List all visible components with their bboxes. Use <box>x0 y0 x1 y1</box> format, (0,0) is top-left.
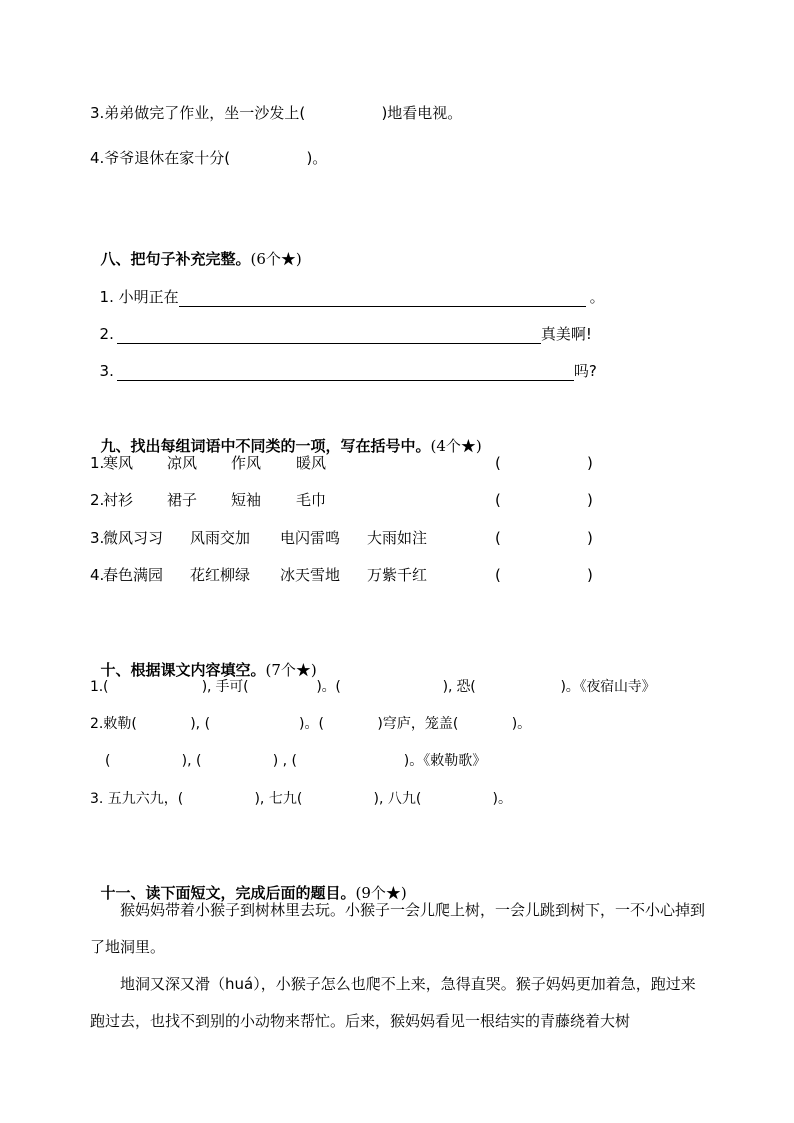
row-number: 1. <box>90 454 105 472</box>
word: 裙子 <box>167 491 198 509</box>
section-9-heading <box>90 416 482 456</box>
word: 风雨交加 <box>190 529 251 547</box>
poem-fill-line-3: 3. 五九六九，( ), 七九( ), 八九( )。 <box>90 791 512 807</box>
section-9-note: (4个★) <box>430 437 482 455</box>
word: 电闪雷鸣 <box>280 529 341 547</box>
section-10-title: 十、根据课文内容填空。 <box>100 661 266 679</box>
word: 万紫千红 <box>367 566 428 584</box>
row-number: 2. <box>90 491 105 509</box>
word: 毛巾 <box>296 491 327 509</box>
passage-paragraph-2: 地洞又深又滑（huá），小猴子怎么也爬不上来，急得直哭。猴子妈妈更加着急，跑过来跑过去，也找不到别的小动物来帮忙。后来，猴妈妈看见一根结实的青藤绕着大树 <box>90 975 696 1030</box>
section-10-heading <box>90 640 317 680</box>
q1-suffix: 。 <box>589 288 605 306</box>
word: 暖风 <box>296 454 327 472</box>
section-8-title: 八、把句子补充完整。 <box>100 250 251 268</box>
fill-line-3: 3.弟弟做完了作业，坐一沙发上( )地看电视。 <box>90 104 463 122</box>
answer-bracket-close: ) <box>587 454 593 472</box>
word: 大雨如注 <box>367 529 428 547</box>
word: 寒风 <box>103 454 134 472</box>
answer-bracket-open[interactable]: ( <box>495 454 501 472</box>
q3-prefix: 3. <box>99 362 114 380</box>
section-11-title: 十一、读下面短文，完成后面的题目。 <box>100 884 356 902</box>
word: 短袖 <box>231 491 262 509</box>
answer-bracket-open[interactable]: ( <box>495 529 501 547</box>
word: 冰天雪地 <box>280 566 341 584</box>
answer-bracket-close: ) <box>587 529 593 547</box>
passage-paragraph-1: 猴妈妈带着小猴子到树林里去玩。小猴子一会儿爬上树，一会儿跳到树下，一不小心掉到了地洞里。 <box>90 901 706 956</box>
q3-suffix: 吗? <box>573 362 597 380</box>
section-10-note: (7个★) <box>265 661 317 679</box>
word: 衬衫 <box>103 491 134 509</box>
poem-fill-line-1: 1.( ), 手可( )。( ), 恐( )。《夜宿山寺》 <box>90 679 656 695</box>
answer-bracket-open[interactable]: ( <box>495 491 501 509</box>
row-number: 3. <box>90 529 105 547</box>
sentence-q3 <box>90 341 597 381</box>
poem-fill-line-2: 2.敕勒( ), ( )。( )穹庐，笼盖( )。 <box>90 716 532 732</box>
sentence-q2 <box>90 304 592 344</box>
word: 春色满园 <box>103 566 164 584</box>
sentence-q1 <box>90 267 605 307</box>
section-8-heading <box>90 229 302 269</box>
answer-bracket-close: ) <box>587 566 593 584</box>
poem-fill-line-2b: ( ), ( ) , ( )。《敕勒歌》 <box>105 753 487 769</box>
word: 凉风 <box>167 454 198 472</box>
section-8-note: (6个★) <box>250 250 302 268</box>
q2-suffix: 真美啊! <box>540 325 592 343</box>
q1-prefix: 1. 小明正在 <box>99 288 179 306</box>
q3-answer-line[interactable] <box>117 364 574 381</box>
answer-bracket-open[interactable]: ( <box>495 566 501 584</box>
word: 花红柳绿 <box>190 566 251 584</box>
section-11-note: (9个★) <box>355 884 407 902</box>
row-number: 4. <box>90 566 105 584</box>
word: 作风 <box>231 454 262 472</box>
fill-line-4: 4.爷爷退休在家十分( )。 <box>90 149 328 167</box>
answer-bracket-close: ) <box>587 491 593 509</box>
q2-prefix: 2. <box>99 325 114 343</box>
section-9-title: 九、找出每组词语中不同类的一项，写在括号中。 <box>100 437 431 455</box>
word: 微风习习 <box>103 529 164 547</box>
